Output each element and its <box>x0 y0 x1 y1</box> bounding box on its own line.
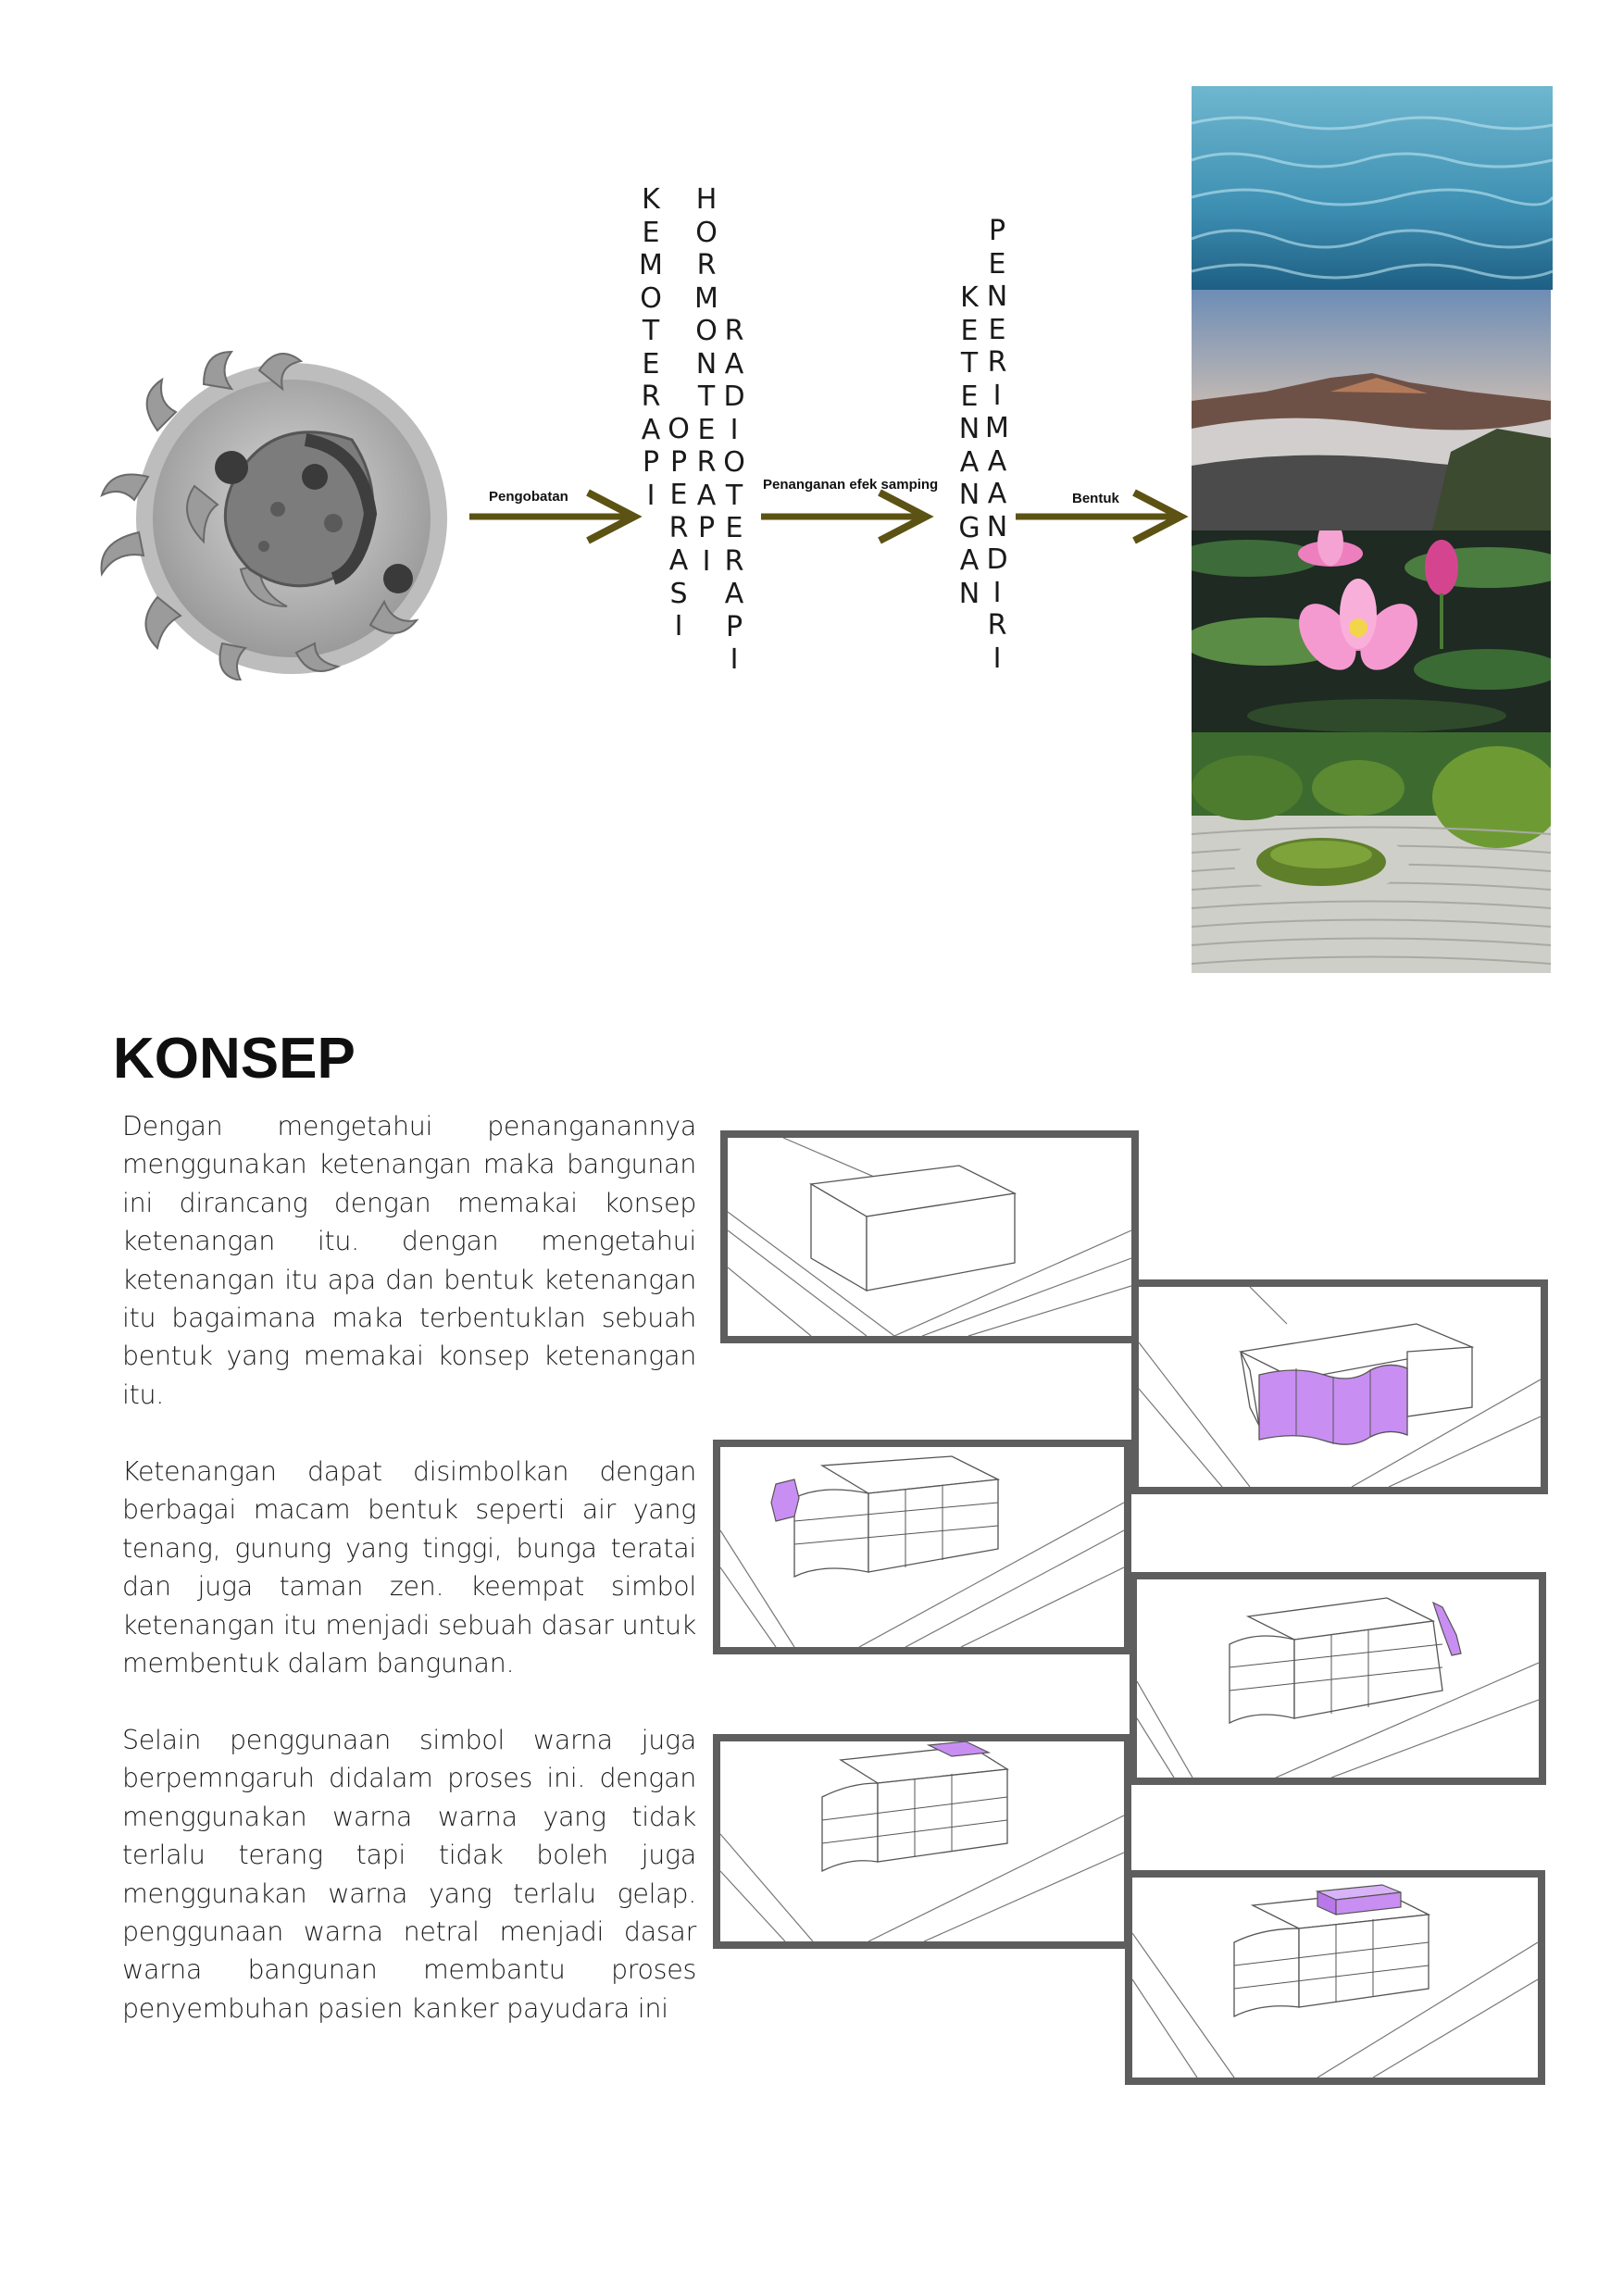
arrow-label-pengobatan: Pengobatan <box>489 489 568 505</box>
effect-ketenangan: K E T E N A N G A N <box>958 281 980 610</box>
paragraph-3: Selain penggunaan simbol warna juga berpemngaruh didalam proses ini. dengan menggunakan warna warna yang tidak terlalu terang tapi tidak boleh juga menggunakan warna yang terlalu gelap. penggunaan warna netral menjadi dasar warna bangunan membantu proses penyembuhan pasien kanker payudara ini <box>122 1725 696 2024</box>
photo-lotus <box>1192 530 1551 732</box>
arrow-label-bentuk: Bentuk <box>1072 491 1119 506</box>
massing-frame-1 <box>720 1130 1139 1343</box>
section-title: KONSEP <box>113 1027 356 1091</box>
treatment-radioterapi: R A D I O T E R A P I <box>723 315 745 676</box>
arrow-label-penanganan: Penanganan efek samping <box>763 477 939 493</box>
treatment-operasi: O P E R A S I <box>668 413 690 643</box>
photo-zen-garden <box>1192 732 1551 973</box>
cancer-cell-illustration <box>93 347 463 680</box>
massing-frame-6 <box>1125 1870 1545 2085</box>
massing-frame-2 <box>1131 1279 1548 1494</box>
treatment-hormonterapi: H O R M O N T E R A P I <box>694 183 718 578</box>
effect-penerimaan-diri: P E N E R I M A A N D I R I <box>985 215 1009 675</box>
paragraph-1: Dengan mengetahui penanganannya menggunakan ketenangan maka bangunan ini dirancang dengan memakai konsep ketenangan itu. dengan mengetahui ketenangan itu apa dan bentuk ketenangan itu bagaimana maka terbentuklan sebuah bentuk yang memakai konsep ketenangan itu. <box>122 1111 696 1410</box>
treatment-kemoterapi: K E M O T E R A P I <box>639 183 663 512</box>
arrow-penanganan <box>759 489 935 544</box>
massing-frame-5 <box>713 1734 1131 1949</box>
massing-frame-3 <box>713 1440 1131 1654</box>
photo-mountain <box>1192 290 1551 530</box>
paragraph-2: Ketenangan dapat disimbolkan dengan berbagai macam bentuk seperti air yang tenang, gunung yang tinggi, bunga teratai dan juga taman zen. keempat simbol ketenangan itu menjadi sebuah dasar untuk membentuk dalam bangunan. <box>122 1456 696 1679</box>
massing-frame-4 <box>1130 1572 1546 1785</box>
photo-water <box>1192 86 1553 290</box>
